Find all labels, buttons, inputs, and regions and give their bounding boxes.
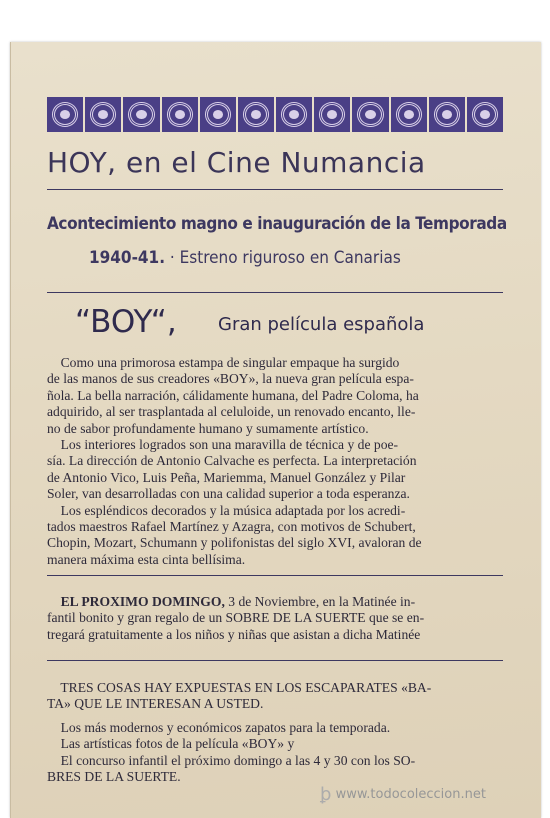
divider (47, 292, 503, 293)
sunday-announcement (47, 594, 503, 643)
description-line: Como una primorosa estampa de singular empaque ha surgido (47, 355, 400, 370)
subtitle-line-2 (89, 248, 401, 268)
bata-heading (47, 680, 503, 713)
sunday-lead: EL PROXIMO DOMINGO, (47, 594, 225, 609)
subtitle-line-1: Acontecimiento magno e inauguración de la Temporada (47, 214, 507, 234)
description-line: manera máxima esta cinta bellísima. (47, 551, 246, 567)
description-line: sía. La dirección de Antonio Calvache es perfecta. La interpretación (47, 453, 417, 469)
film-tagline: Gran película española (218, 314, 425, 335)
bata-line-2: TA» QUE LE INTERESAN A USTED. (47, 696, 264, 712)
watermark-text: www.todocoleccion.net (335, 787, 486, 802)
ornament-tile (162, 97, 198, 132)
ornament-tile (47, 97, 83, 132)
description-line: Soler, van desarrolladas con una calidad superior a toda esperanza. (47, 486, 410, 502)
ornamental-border (47, 97, 503, 132)
film-title: “BOY“, (75, 304, 177, 340)
bata-items (47, 720, 503, 786)
bata-item: BRES DE LA SUERTE. (47, 769, 181, 785)
ornament-tile (391, 97, 427, 132)
watermark (320, 784, 486, 805)
ornament-tile (429, 97, 465, 132)
sunday-line-1: 3 de Noviembre, en la Matinée in- (224, 594, 416, 609)
bata-item: El concurso infantil el próximo domingo a las 4 y 30 con los SO- (47, 752, 416, 768)
divider (47, 189, 503, 190)
ornament-tile (314, 97, 350, 132)
ornament-tile (276, 97, 312, 132)
description-line: tados maestros Rafael Martínez y Azagra, con motivos de Schubert, (47, 519, 416, 535)
divider (47, 575, 503, 576)
bata-item: Los más modernos y económicos zapatos para la temporada. (47, 720, 391, 735)
description-line: Los interiores logrados son una maravilla de técnica y de poe- (47, 437, 399, 453)
headline: HOY, en el Cine Numancia (47, 146, 426, 179)
sunday-line-2: fantil bonito y gran regalo de un SOBRE DE LA SUERTE que se en- (47, 610, 425, 626)
watermark-logo-icon: ꝧ (320, 784, 332, 805)
sunday-line-3: tregará gratuitamente a los niños y niñas que asistan a dicha Matinée (47, 626, 421, 642)
film-description (47, 355, 503, 568)
season-year: 1940-41. (89, 248, 166, 268)
description-line: ñola. La bella narración, cálidamente humana, del Padre Coloma, ha (47, 387, 419, 403)
ornament-tile (123, 97, 159, 132)
description-line: Chopin, Mozart, Schumann y polifonistas del siglo XVI, avaloran de (47, 535, 422, 551)
description-line: no de sabor profundamente humano y sumamente artístico. (47, 420, 369, 436)
ornament-tile (238, 97, 274, 132)
description-line: Los espléndicos decorados y la música adaptada por los acredi- (47, 502, 406, 518)
description-line: de Antonio Vico, Luis Peña, Mariemma, Manuel González y Pilar (47, 469, 406, 485)
ornament-tile (85, 97, 121, 132)
description-line: adquirido, al ser trasplantada al celuloide, un renovado encanto, lle- (47, 404, 416, 420)
divider (47, 660, 503, 661)
bata-line-1: TRES COSAS HAY EXPUESTAS EN LOS ESCAPARATES «BA- (47, 680, 432, 695)
ornament-tile (352, 97, 388, 132)
premiere-note: · Estreno riguroso en Canarias (165, 248, 401, 268)
ornament-tile (200, 97, 236, 132)
ornament-tile (467, 97, 503, 132)
description-line: de las manos de sus creadores «BOY», la nueva gran película espa- (47, 371, 414, 387)
bata-item: Las artísticas fotos de la película «BOY» y (47, 736, 295, 752)
